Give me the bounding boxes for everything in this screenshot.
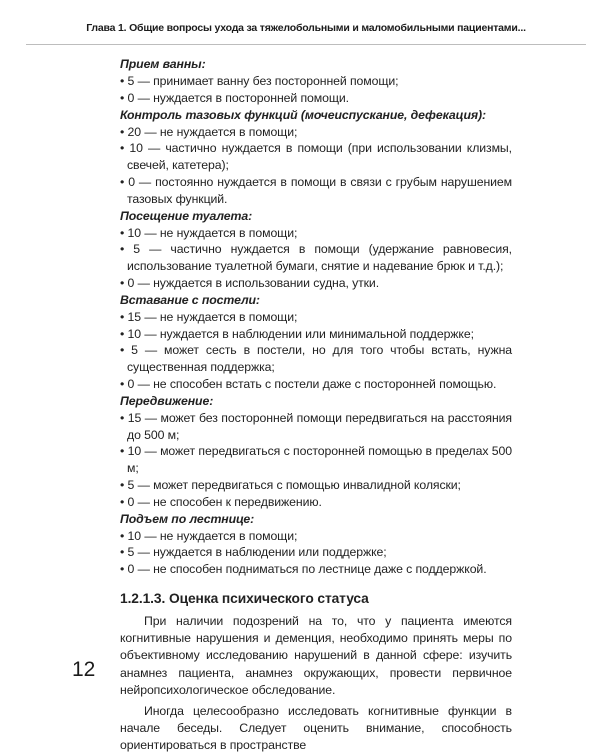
section-bath — [120, 56, 512, 107]
section-heading-suffix: (мочеиспускание, дефекация): — [297, 107, 486, 122]
list-item: • 15 — не нуждается в помощи; — [120, 309, 298, 324]
page-content — [120, 56, 512, 755]
section-heading: Посещение туалета: — [120, 208, 253, 223]
header-rule — [26, 44, 586, 45]
section-heading: Прием ванны: — [120, 57, 206, 71]
list-item: • 20 — не нуждается в помощи; — [120, 124, 298, 139]
section-toilet — [120, 208, 512, 292]
section-bed — [120, 292, 512, 393]
list-item: • 5 — частично нуждается в помощи (удержание равновесия, использование туалетной бумаги, снятие и надевание брюк и т.д.); — [120, 242, 512, 274]
list-item: • 0 — нуждается в использовании судна, утки. — [120, 275, 380, 290]
running-header: Глава 1. Общие вопросы ухода за тяжелобольными и маломобильными пациентами... — [86, 22, 526, 34]
criteria-list — [120, 309, 512, 393]
section-heading: Подъем по лестнице: — [120, 511, 255, 526]
criteria-list — [120, 73, 512, 107]
section-stairs — [120, 511, 512, 578]
section-movement — [120, 393, 512, 511]
section-heading: Контроль тазовых функций (мочеиспускание, дефекация): — [120, 107, 486, 122]
list-item: • 15 — может без посторонней помощи передвигаться на расстояния до 500 м; — [120, 410, 512, 442]
page-number: 12 — [72, 658, 96, 681]
section-heading: Передвижение: — [120, 393, 214, 408]
criteria-list — [120, 124, 512, 208]
list-item: • 10 — не нуждается в помощи; — [120, 225, 298, 240]
criteria-list — [120, 225, 512, 292]
paragraph: При наличии подозрений на то, что у пациента имеются когнитивные нарушения и деменция, необходимо принять меры по объективному исследованию нарушений в данной сфере: изучить анамнез пациента, анамнез окружающих, провести первичное нейропсихологическое обследование. — [120, 613, 512, 697]
subsection-title: 1.2.1.3. Оценка психического статуса — [120, 590, 369, 606]
list-item: • 10 — нуждается в наблюдении или минимальной поддержке; — [120, 326, 474, 341]
criteria-list — [120, 528, 512, 578]
list-item: • 0 — не способен к передвижению. — [120, 494, 322, 509]
list-item: • 0 — не способен встать с постели даже с посторонней помощью. — [120, 376, 497, 391]
paragraph: Иногда целесообразно исследовать когнитивные функции в начале беседы. Следует оценить внимание, способность ориентироваться в пространстве — [120, 703, 512, 753]
criteria-list — [120, 410, 512, 511]
list-item: • 0 — нуждается в посторонней помощи. — [120, 90, 349, 105]
list-item: • 0 — постоянно нуждается в помощи в связи с грубым нарушением тазовых функций. — [120, 174, 512, 206]
list-item: • 10 — может передвигаться с посторонней помощью в пределах 500 м; — [120, 444, 512, 476]
list-item: • 5 — нуждается в наблюдении или поддержке; — [120, 545, 387, 560]
list-item: • 0 — не способен подниматься по лестнице даже с поддержкой. — [120, 562, 487, 577]
list-item: • 5 — принимает ванну без посторонней помощи; — [120, 74, 399, 88]
list-item: • 10 — частично нуждается в помощи (при использовании клизмы, свечей, катетера); — [120, 141, 512, 173]
list-item: • 10 — не нуждается в помощи; — [120, 528, 298, 543]
section-pelvic — [120, 107, 512, 208]
list-item: • 5 — может сесть в постели, но для того чтобы встать, нужна существенная поддержка; — [120, 343, 512, 375]
section-heading: Вставание с постели: — [120, 292, 260, 307]
list-item: • 5 — может передвигаться с помощью инвалидной коляски; — [120, 477, 461, 492]
